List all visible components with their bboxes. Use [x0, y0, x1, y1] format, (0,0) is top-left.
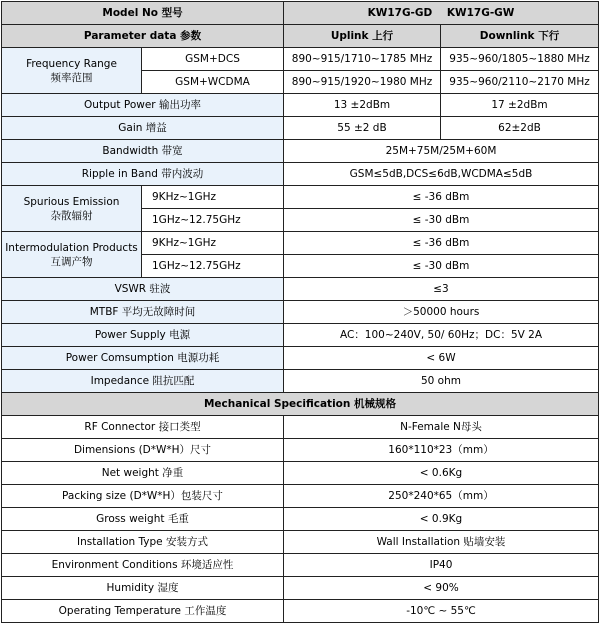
- environment-label: Environment Conditions 环境适应性: [2, 554, 284, 577]
- frequency-uplink: 890~915/1710~1785 MHz: [284, 48, 441, 71]
- ripple-value: GSM≤5dB,DCS≤6dB,WCDMA≤5dB: [284, 163, 599, 186]
- vswr-value: ≤3: [284, 278, 599, 301]
- model-values: KW17G-GD KW17G-GW: [284, 2, 599, 25]
- gain-label: Gain 增益: [2, 117, 284, 140]
- packing-size-row: [2, 485, 599, 508]
- installation-value: Wall Installation 贴墙安装: [284, 531, 599, 554]
- frequency-label-en: Frequency Range: [26, 57, 117, 70]
- intermod-value: ≤ -36 dBm: [284, 232, 599, 255]
- gain-uplink: 55 ±2 dB: [284, 117, 441, 140]
- bandwidth-value: 25M+75M/25M+60M: [284, 140, 599, 163]
- net-weight-value: < 0.6Kg: [284, 462, 599, 485]
- frequency-downlink: 935~960/2110~2170 MHz: [441, 71, 599, 94]
- downlink-header: Downlink 下行: [441, 25, 599, 48]
- spurious-label-en: Spurious Emission: [23, 195, 120, 208]
- spurious-row-1: [2, 186, 599, 209]
- rf-connector-label: RF Connector 接口类型: [2, 416, 284, 439]
- net-weight-row: [2, 462, 599, 485]
- power-consumption-label: Power Comsumption 电源功耗: [2, 347, 284, 370]
- output-power-row: [2, 94, 599, 117]
- environment-row: [2, 554, 599, 577]
- power-consumption-row: [2, 347, 599, 370]
- vswr-label: VSWR 驻波: [2, 278, 284, 301]
- mechanical-header: Mechanical Specification 机械规格: [2, 393, 599, 416]
- intermod-label-cn: 互调产物: [50, 255, 93, 268]
- spurious-label: [2, 186, 142, 232]
- power-consumption-value: < 6W: [284, 347, 599, 370]
- packing-size-value: 250*240*65（mm）: [284, 485, 599, 508]
- mtbf-row: [2, 301, 599, 324]
- temperature-value: -10℃ ~ 55℃: [284, 600, 599, 623]
- dimensions-value: 160*110*23（mm）: [284, 439, 599, 462]
- spurious-value: ≤ -30 dBm: [284, 209, 599, 232]
- dimensions-row: [2, 439, 599, 462]
- bandwidth-label: Bandwidth 带宽: [2, 140, 284, 163]
- installation-label: Installation Type 安装方式: [2, 531, 284, 554]
- frequency-mode: GSM+DCS: [142, 48, 284, 71]
- parameter-header-row: [2, 25, 599, 48]
- frequency-uplink: 890~915/1920~1980 MHz: [284, 71, 441, 94]
- ripple-label: Ripple in Band 带内波动: [2, 163, 284, 186]
- frequency-mode: GSM+WCDMA: [142, 71, 284, 94]
- net-weight-label: Net weight 净重: [2, 462, 284, 485]
- humidity-label: Humidity 湿度: [2, 577, 284, 600]
- output-power-downlink: 17 ±2dBm: [441, 94, 599, 117]
- temperature-row: [2, 600, 599, 623]
- gross-weight-value: < 0.9Kg: [284, 508, 599, 531]
- intermod-row-1: [2, 232, 599, 255]
- temperature-label: Operating Temperature 工作温度: [2, 600, 284, 623]
- mtbf-label: MTBF 平均无故障时间: [2, 301, 284, 324]
- spurious-label-cn: 杂散辐射: [50, 209, 93, 222]
- impedance-row: [2, 370, 599, 393]
- spurious-value: ≤ -36 dBm: [284, 186, 599, 209]
- impedance-value: 50 ohm: [284, 370, 599, 393]
- mechanical-header-row: [2, 393, 599, 416]
- humidity-row: [2, 577, 599, 600]
- output-power-label: Output Power 输出功率: [2, 94, 284, 117]
- spurious-range: 9KHz~1GHz: [142, 186, 284, 209]
- power-supply-label: Power Supply 电源: [2, 324, 284, 347]
- frequency-downlink: 935~960/1805~1880 MHz: [441, 48, 599, 71]
- dimensions-label: Dimensions (D*W*H）尺寸: [2, 439, 284, 462]
- frequency-label-cn: 频率范围: [50, 71, 93, 84]
- uplink-header: Uplink 上行: [284, 25, 441, 48]
- gain-row: [2, 117, 599, 140]
- spurious-range: 1GHz~12.75GHz: [142, 209, 284, 232]
- parameter-label: Parameter data 参数: [2, 25, 284, 48]
- installation-row: [2, 531, 599, 554]
- intermod-range: 9KHz~1GHz: [142, 232, 284, 255]
- vswr-row: [2, 278, 599, 301]
- gross-weight-label: Gross weight 毛重: [2, 508, 284, 531]
- humidity-value: < 90%: [284, 577, 599, 600]
- gross-weight-row: [2, 508, 599, 531]
- gain-downlink: 62±2dB: [441, 117, 599, 140]
- output-power-uplink: 13 ±2dBm: [284, 94, 441, 117]
- environment-value: IP40: [284, 554, 599, 577]
- mtbf-value: ＞50000 hours: [284, 301, 599, 324]
- intermod-label-en: Intermodulation Products: [5, 241, 138, 254]
- impedance-label: Impedance 阻抗匹配: [2, 370, 284, 393]
- intermod-range: 1GHz~12.75GHz: [142, 255, 284, 278]
- frequency-row-1: [2, 48, 599, 71]
- intermod-value: ≤ -30 dBm: [284, 255, 599, 278]
- model-row: [2, 2, 599, 25]
- power-supply-row: [2, 324, 599, 347]
- model-label: Model No 型号: [2, 2, 284, 25]
- spec-table: [1, 1, 599, 623]
- ripple-row: [2, 163, 599, 186]
- bandwidth-row: [2, 140, 599, 163]
- intermod-label: [2, 232, 142, 278]
- rf-connector-value: N-Female N母头: [284, 416, 599, 439]
- packing-size-label: Packing size (D*W*H）包装尺寸: [2, 485, 284, 508]
- frequency-label: [2, 48, 142, 94]
- power-supply-value: AC：100~240V, 50/ 60Hz；DC：5V 2A: [284, 324, 599, 347]
- rf-connector-row: [2, 416, 599, 439]
